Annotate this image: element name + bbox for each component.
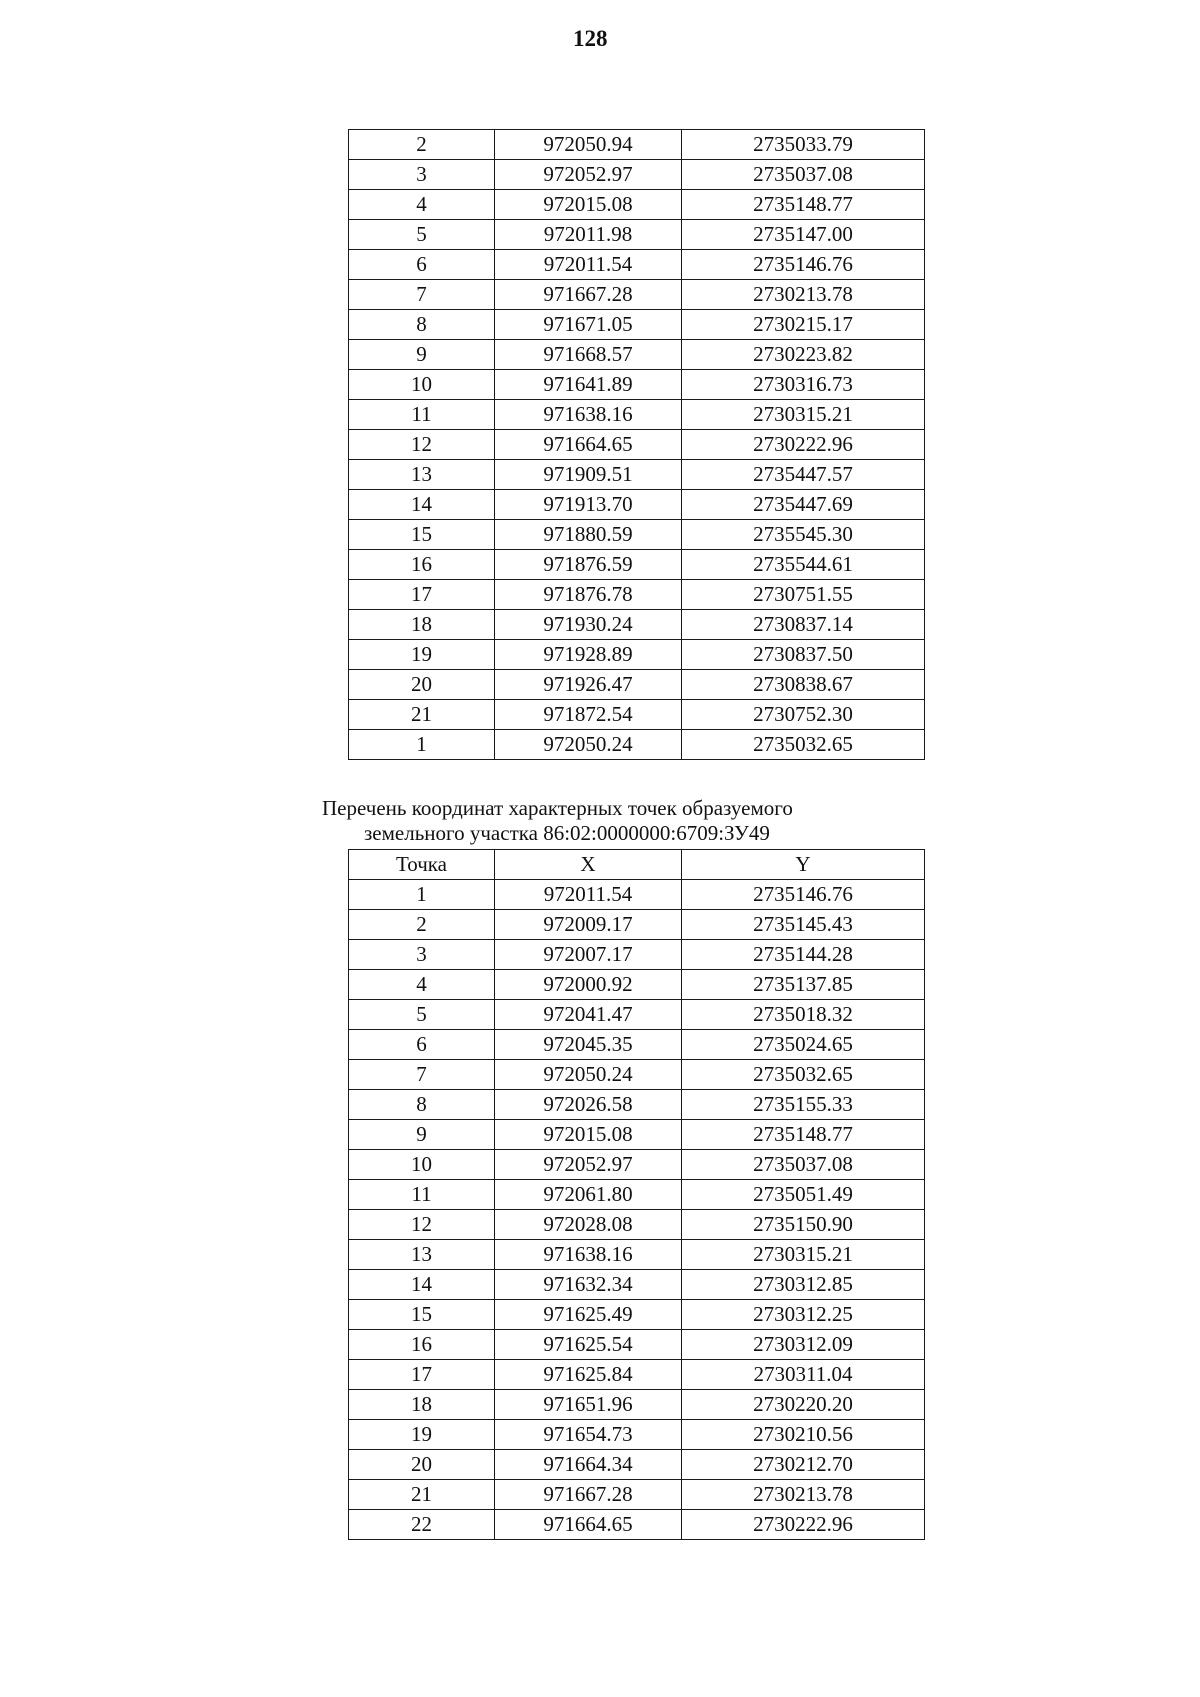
cell-y: 2730212.70 xyxy=(682,1450,925,1480)
table-row xyxy=(349,1060,925,1090)
cell-x: 971930.24 xyxy=(495,610,682,640)
cell-x: 972050.94 xyxy=(495,130,682,160)
table-row xyxy=(349,1090,925,1120)
table-row xyxy=(349,1450,925,1480)
cell-y: 2730210.56 xyxy=(682,1420,925,1450)
cell-point: 9 xyxy=(349,1120,495,1150)
table-row xyxy=(349,1120,925,1150)
cell-x: 971876.59 xyxy=(495,550,682,580)
cell-point: 6 xyxy=(349,1030,495,1060)
cell-x: 972045.35 xyxy=(495,1030,682,1060)
caption-parcel-id: земельного участка 86:02:0000000:6709:ЗУ49 xyxy=(364,821,770,845)
cell-y: 2730215.17 xyxy=(682,310,925,340)
table-row xyxy=(349,1270,925,1300)
cell-x: 971651.96 xyxy=(495,1390,682,1420)
cell-x: 972011.54 xyxy=(495,880,682,910)
caption-title: Перечень координат характерных точек образуемого xyxy=(322,796,793,820)
table-row xyxy=(349,970,925,1000)
column-header-x: X xyxy=(495,850,682,880)
cell-y: 2735144.28 xyxy=(682,940,925,970)
table-row xyxy=(349,550,925,580)
cell-point: 18 xyxy=(349,610,495,640)
table-row xyxy=(349,130,925,160)
cell-x: 971671.05 xyxy=(495,310,682,340)
table-row xyxy=(349,910,925,940)
cell-y: 2735447.57 xyxy=(682,460,925,490)
cell-x: 972050.24 xyxy=(495,1060,682,1090)
cell-point: 6 xyxy=(349,250,495,280)
cell-point: 11 xyxy=(349,400,495,430)
table-row xyxy=(349,400,925,430)
table-row xyxy=(349,310,925,340)
table-row xyxy=(349,1000,925,1030)
table-row xyxy=(349,1240,925,1270)
table-row xyxy=(349,730,925,760)
cell-point: 12 xyxy=(349,1210,495,1240)
table-row xyxy=(349,940,925,970)
cell-y: 2735137.85 xyxy=(682,970,925,1000)
cell-y: 2730222.96 xyxy=(682,1510,925,1540)
cell-y: 2735018.32 xyxy=(682,1000,925,1030)
table-row xyxy=(349,1330,925,1360)
table-row xyxy=(349,490,925,520)
cell-x: 971625.49 xyxy=(495,1300,682,1330)
cell-x: 972011.98 xyxy=(495,220,682,250)
cell-y: 2730222.96 xyxy=(682,430,925,460)
cell-point: 17 xyxy=(349,580,495,610)
cell-y: 2735032.65 xyxy=(682,730,925,760)
table-row xyxy=(349,1300,925,1330)
cell-point: 8 xyxy=(349,1090,495,1120)
cell-y: 2730213.78 xyxy=(682,280,925,310)
cell-y: 2735146.76 xyxy=(682,250,925,280)
cell-point: 16 xyxy=(349,1330,495,1360)
cell-point: 4 xyxy=(349,190,495,220)
table-body xyxy=(349,880,925,1540)
cell-y: 2730837.50 xyxy=(682,640,925,670)
cell-x: 972041.47 xyxy=(495,1000,682,1030)
table-row xyxy=(349,1480,925,1510)
cell-point: 5 xyxy=(349,1000,495,1030)
cell-y: 2730752.30 xyxy=(682,700,925,730)
cell-point: 7 xyxy=(349,280,495,310)
table-row xyxy=(349,520,925,550)
cell-point: 14 xyxy=(349,1270,495,1300)
cell-x: 971909.51 xyxy=(495,460,682,490)
cell-x: 972009.17 xyxy=(495,910,682,940)
table-row xyxy=(349,1420,925,1450)
table-row xyxy=(349,430,925,460)
table-row xyxy=(349,670,925,700)
table-row xyxy=(349,640,925,670)
cell-x: 971625.84 xyxy=(495,1360,682,1390)
cell-point: 5 xyxy=(349,220,495,250)
column-header-point: Точка xyxy=(349,850,495,880)
cell-y: 2730751.55 xyxy=(682,580,925,610)
cell-point: 18 xyxy=(349,1390,495,1420)
cell-y: 2735148.77 xyxy=(682,190,925,220)
cell-point: 21 xyxy=(349,700,495,730)
coordinates-table-continued xyxy=(348,129,925,760)
cell-y: 2730312.85 xyxy=(682,1270,925,1300)
table-row xyxy=(349,580,925,610)
table-row xyxy=(349,280,925,310)
cell-x: 971664.34 xyxy=(495,1450,682,1480)
cell-x: 971876.78 xyxy=(495,580,682,610)
cell-point: 1 xyxy=(349,730,495,760)
table-row xyxy=(349,1360,925,1390)
cell-x: 971926.47 xyxy=(495,670,682,700)
cell-y: 2735146.76 xyxy=(682,880,925,910)
cell-y: 2730311.04 xyxy=(682,1360,925,1390)
cell-y: 2735037.08 xyxy=(682,1150,925,1180)
cell-x: 972015.08 xyxy=(495,190,682,220)
cell-x: 972000.92 xyxy=(495,970,682,1000)
cell-x: 971872.54 xyxy=(495,700,682,730)
cell-x: 971625.54 xyxy=(495,1330,682,1360)
cell-point: 15 xyxy=(349,520,495,550)
table-row xyxy=(349,340,925,370)
cell-x: 972007.17 xyxy=(495,940,682,970)
cell-point: 17 xyxy=(349,1360,495,1390)
cell-point: 19 xyxy=(349,1420,495,1450)
cell-point: 15 xyxy=(349,1300,495,1330)
cell-point: 14 xyxy=(349,490,495,520)
table-row xyxy=(349,1210,925,1240)
cell-x: 971664.65 xyxy=(495,430,682,460)
cell-y: 2735024.65 xyxy=(682,1030,925,1060)
cell-point: 13 xyxy=(349,1240,495,1270)
cell-point: 21 xyxy=(349,1480,495,1510)
cell-y: 2735545.30 xyxy=(682,520,925,550)
cell-point: 2 xyxy=(349,910,495,940)
table-row xyxy=(349,160,925,190)
cell-y: 2735145.43 xyxy=(682,910,925,940)
table-row xyxy=(349,370,925,400)
cell-y: 2730315.21 xyxy=(682,1240,925,1270)
cell-x: 971632.34 xyxy=(495,1270,682,1300)
cell-x: 972052.97 xyxy=(495,160,682,190)
cell-x: 971668.57 xyxy=(495,340,682,370)
cell-point: 20 xyxy=(349,1450,495,1480)
cell-x: 972052.97 xyxy=(495,1150,682,1180)
cell-point: 11 xyxy=(349,1180,495,1210)
cell-x: 971638.16 xyxy=(495,400,682,430)
cell-y: 2735033.79 xyxy=(682,130,925,160)
cell-y: 2735032.65 xyxy=(682,1060,925,1090)
table-row xyxy=(349,1390,925,1420)
table-row xyxy=(349,1150,925,1180)
cell-y: 2735447.69 xyxy=(682,490,925,520)
cell-x: 971641.89 xyxy=(495,370,682,400)
cell-point: 16 xyxy=(349,550,495,580)
page-number: 128 xyxy=(573,26,608,51)
cell-point: 10 xyxy=(349,1150,495,1180)
cell-point: 1 xyxy=(349,880,495,910)
cell-point: 10 xyxy=(349,370,495,400)
cell-point: 8 xyxy=(349,310,495,340)
cell-point: 12 xyxy=(349,430,495,460)
cell-y: 2735051.49 xyxy=(682,1180,925,1210)
cell-point: 22 xyxy=(349,1510,495,1540)
cell-point: 19 xyxy=(349,640,495,670)
table-header-row xyxy=(349,850,925,880)
table-row xyxy=(349,1180,925,1210)
table-row xyxy=(349,190,925,220)
cell-x: 971654.73 xyxy=(495,1420,682,1450)
cell-x: 972011.54 xyxy=(495,250,682,280)
table-row xyxy=(349,1030,925,1060)
table-row xyxy=(349,460,925,490)
cell-y: 2730213.78 xyxy=(682,1480,925,1510)
cell-point: 20 xyxy=(349,670,495,700)
table-row xyxy=(349,220,925,250)
cell-point: 4 xyxy=(349,970,495,1000)
cell-y: 2735037.08 xyxy=(682,160,925,190)
cell-point: 2 xyxy=(349,130,495,160)
cell-point: 3 xyxy=(349,160,495,190)
cell-y: 2730838.67 xyxy=(682,670,925,700)
cell-point: 9 xyxy=(349,340,495,370)
cell-y: 2735544.61 xyxy=(682,550,925,580)
column-header-y: Y xyxy=(682,850,925,880)
cell-x: 972015.08 xyxy=(495,1120,682,1150)
cell-x: 971638.16 xyxy=(495,1240,682,1270)
table-row xyxy=(349,250,925,280)
cell-y: 2730837.14 xyxy=(682,610,925,640)
cell-point: 7 xyxy=(349,1060,495,1090)
cell-y: 2730223.82 xyxy=(682,340,925,370)
cell-x: 971913.70 xyxy=(495,490,682,520)
cell-x: 971667.28 xyxy=(495,280,682,310)
cell-x: 971667.28 xyxy=(495,1480,682,1510)
cell-x: 971880.59 xyxy=(495,520,682,550)
cell-point: 3 xyxy=(349,940,495,970)
table-row xyxy=(349,880,925,910)
table-row xyxy=(349,700,925,730)
table-body xyxy=(349,130,925,760)
cell-x: 972061.80 xyxy=(495,1180,682,1210)
cell-x: 971664.65 xyxy=(495,1510,682,1540)
cell-y: 2730312.09 xyxy=(682,1330,925,1360)
cell-y: 2730316.73 xyxy=(682,370,925,400)
cell-x: 972028.08 xyxy=(495,1210,682,1240)
cell-point: 13 xyxy=(349,460,495,490)
table-row xyxy=(349,1510,925,1540)
table-row xyxy=(349,610,925,640)
cell-y: 2735147.00 xyxy=(682,220,925,250)
cell-x: 972026.58 xyxy=(495,1090,682,1120)
cell-y: 2735150.90 xyxy=(682,1210,925,1240)
cell-x: 971928.89 xyxy=(495,640,682,670)
cell-y: 2735155.33 xyxy=(682,1090,925,1120)
cell-y: 2735148.77 xyxy=(682,1120,925,1150)
cell-y: 2730315.21 xyxy=(682,400,925,430)
coordinates-table-zu49 xyxy=(348,849,925,1540)
cell-y: 2730312.25 xyxy=(682,1300,925,1330)
cell-y: 2730220.20 xyxy=(682,1390,925,1420)
cell-x: 972050.24 xyxy=(495,730,682,760)
